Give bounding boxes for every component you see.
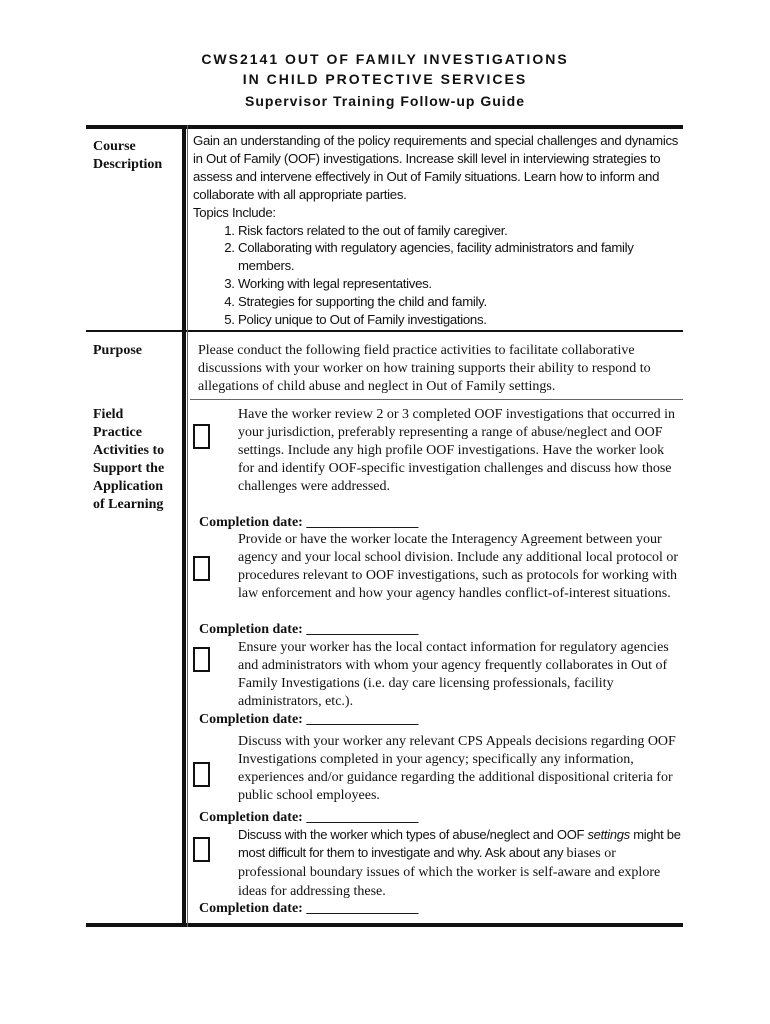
subtitle: Supervisor Training Follow-up Guide bbox=[244, 93, 525, 109]
activity-1-checkbox[interactable] bbox=[193, 424, 210, 449]
activity-3-text: Ensure your worker has the local contact information for regulatory agencies and administrators with whom your agency frequently collaborates in Out of Family Investigations (i.e. day care licensing professionals, facility administrators, etc.). bbox=[238, 640, 669, 709]
row-divider-1 bbox=[86, 330, 683, 332]
activity-1-text: Have the worker review 2 or 3 completed OOF investigations that occurred in your jurisdiction, preferably representing a range of abuse/neglect and OOF settings. Include any high profile OOF investigations. Have the worker look for and identify OOF-specific investigation challenges and discuss how those challenges were addressed. bbox=[238, 407, 675, 494]
column-divider-inner bbox=[187, 125, 188, 927]
topic-item: 3. Working with legal representatives. bbox=[238, 275, 683, 293]
activity-5-checkbox[interactable] bbox=[193, 837, 210, 862]
topic-item: 4. Strategies for supporting the child and family. bbox=[238, 293, 683, 311]
course-description bbox=[193, 132, 683, 329]
row-divider-2 bbox=[190, 399, 683, 400]
purpose-text: Please conduct the following field practice activities to facilitate collaborative discussions with your worker on how training supports their ability to respond to allegations of child abuse and neglect in Out of Family settings. bbox=[198, 343, 651, 394]
title-line-1: CWS2141 OUT OF FAMILY INVESTIGATIONS bbox=[201, 51, 569, 67]
table-bottom-rule bbox=[86, 923, 683, 927]
field-practice-label: Field Practice Activities to Support the Application of Learning bbox=[93, 407, 165, 512]
document-title bbox=[0, 49, 770, 112]
activity-2-completion-date: Completion date: ________________ bbox=[199, 622, 419, 637]
topics-list bbox=[193, 222, 683, 329]
activity-3-completion-date: Completion date: ________________ bbox=[199, 712, 419, 727]
title-line-2: IN CHILD PROTECTIVE SERVICES bbox=[242, 71, 528, 87]
topic-item: 1. Risk factors related to the out of family caregiver. bbox=[238, 222, 683, 240]
column-divider bbox=[182, 125, 186, 927]
course-description-label: Course Description bbox=[93, 139, 163, 172]
activity-2-text: Provide or have the worker locate the Interagency Agreement between your agency and your local school division. Include any additional local protocol or procedures relevant to OOF investigations, such as protocols for working with law enforcement and how your agency handles conflict-of-interest situations. bbox=[238, 532, 679, 601]
activity-1-completion-date: Completion date: ________________ bbox=[199, 515, 419, 530]
activity-2-checkbox[interactable] bbox=[193, 556, 210, 581]
course-intro: Gain an understanding of the policy requirements and special challenges and dynamics in Out of Family (OOF) investigations. Increase skill level in interviewing strategies to assess and intervene effectively in Out of Family situations. Learn how to inform and collaborate with all appropriate parties. bbox=[193, 133, 679, 202]
activity-4-checkbox[interactable] bbox=[193, 762, 210, 787]
topics-label: Topics Include: bbox=[193, 204, 276, 220]
topic-item: 2. Collaborating with regulatory agencies, facility administrators and family members. bbox=[238, 239, 683, 275]
activity-5-text: Discuss with the worker which types of abuse/neglect and OOF settings might be most difficult for them to investigate and why. Ask about any biases or professional boundary issues of which the worker is self-aware and explore ideas for addressing these. bbox=[238, 827, 681, 899]
topic-item: 5. Policy unique to Out of Family investigations. bbox=[238, 311, 683, 329]
table-top-rule bbox=[86, 125, 683, 129]
purpose-label: Purpose bbox=[93, 343, 142, 358]
activity-4-completion-date: Completion date: ________________ bbox=[199, 810, 419, 825]
activity-5-completion-date: Completion date: ________________ bbox=[199, 901, 419, 916]
activity-3-checkbox[interactable] bbox=[193, 647, 210, 672]
activity-4-text: Discuss with your worker any relevant CPS Appeals decisions regarding OOF Investigations completed in your agency; specifically any information, experiences and/or guidance regarding the additional dispositional criteria for public school employees. bbox=[238, 734, 676, 803]
